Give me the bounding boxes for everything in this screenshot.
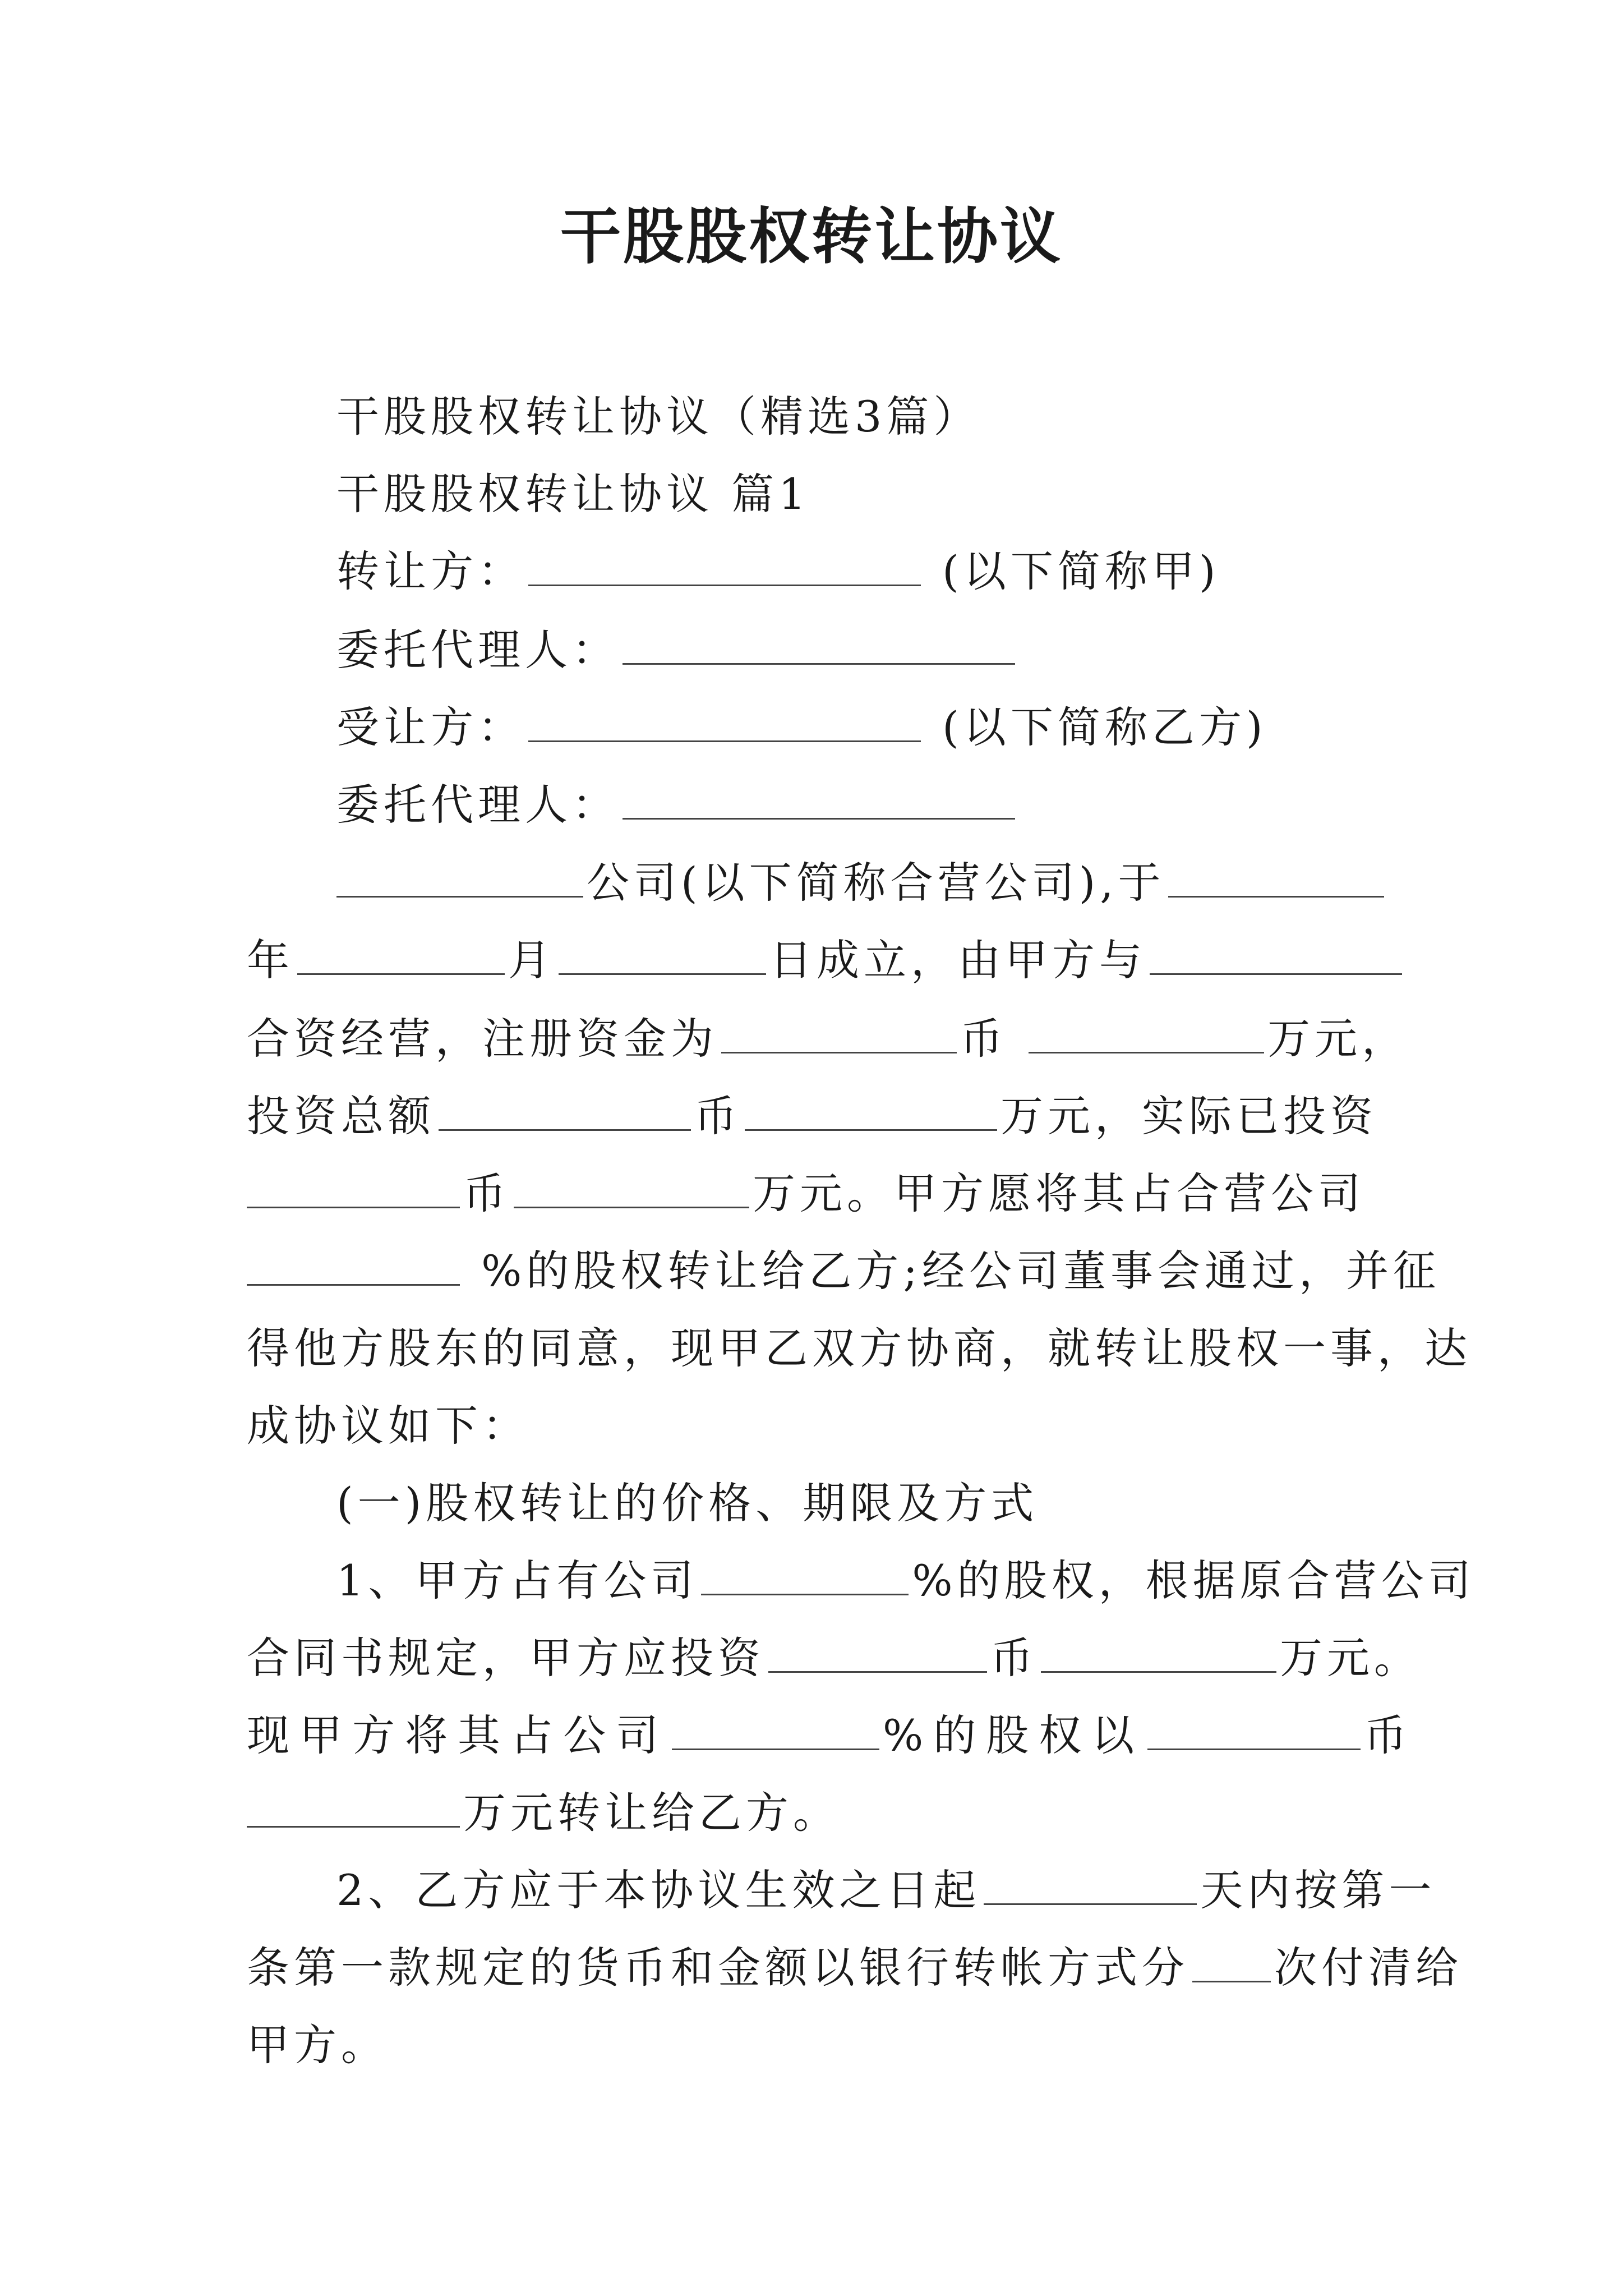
para1-text-4: 投资总额 (247, 1091, 435, 1141)
item2-line-2 (0, 1940, 1623, 1996)
item1-line-2 (0, 1630, 1623, 1686)
agent-line-2 (0, 777, 1623, 833)
para1-text-2: 日成立，由甲方与 (769, 935, 1146, 985)
para1-line-3 (0, 1011, 1623, 1067)
investment-currency-blank[interactable] (439, 1096, 691, 1131)
currency-label-4: 币 (990, 1633, 1038, 1683)
subtitle: 干股股权转让协议（精选3篇） (336, 392, 981, 441)
capital-amount-blank[interactable] (1029, 1018, 1264, 1053)
agent-line-1 (0, 622, 1623, 678)
transferor-label: 转让方： (336, 546, 525, 596)
item1-text-5: 现甲方将其占公司 (247, 1710, 668, 1760)
item1-line-4 (0, 1785, 1623, 1841)
investment-amount-blank[interactable] (745, 1096, 997, 1131)
item1-text-6: %的股权以 (883, 1710, 1145, 1760)
company-blank[interactable] (336, 862, 583, 898)
agent-blank-2[interactable] (623, 784, 1015, 820)
transferee-label: 受让方： (336, 702, 525, 752)
para1-line-4 (0, 1088, 1623, 1144)
item1-amount-blank[interactable] (1041, 1637, 1276, 1673)
para1-line-8: 成协议如下： (247, 1401, 529, 1451)
year-label: 年 (247, 935, 294, 985)
item2-text-1: 2、乙方应于本协议生效之日起 (336, 1865, 981, 1915)
item1-percent-blank[interactable] (701, 1560, 909, 1595)
para1-line-7: 得他方股东的同意，现甲乙双方协商，就转让股权一事，达 (247, 1323, 1472, 1373)
para1-text-1: 公司(以下简称合营公司),于 (587, 858, 1165, 908)
item1-text-7: 万元转让给乙方。 (463, 1788, 840, 1838)
item1-text-4: 万元。 (1280, 1633, 1421, 1683)
currency-label-3: 币 (463, 1168, 510, 1218)
item1-line-3 (0, 1708, 1623, 1764)
item2-line-1 (0, 1862, 1623, 1918)
currency-label-2: 币 (694, 1091, 741, 1141)
percent-blank-1[interactable] (247, 1250, 460, 1286)
agent-label-1: 委托代理人： (336, 625, 619, 675)
clause-heading: (一)股权转让的价格、期限及方式 (336, 1478, 1039, 1528)
currency-label-5: 币 (1364, 1710, 1417, 1760)
month-blank[interactable] (559, 940, 766, 975)
para1-text-7: %的股权转让给乙方;经公司董事会通过，并征 (481, 1246, 1440, 1296)
para1-line-1 (0, 855, 1623, 911)
item1-transfer-percent-blank[interactable] (672, 1715, 879, 1750)
item1-text-1: 1、甲方占有公司 (336, 1556, 698, 1605)
transferor-blank[interactable] (528, 551, 921, 586)
item1-text-2: %的股权，根据原合营公司 (912, 1556, 1476, 1605)
date-blank[interactable] (1168, 862, 1384, 898)
agent-blank-1[interactable] (623, 629, 1015, 665)
transferor-line (0, 544, 1623, 600)
month-label: 月 (508, 935, 555, 985)
para1-line-2 (0, 932, 1623, 988)
item1-transfer-amount-blank[interactable] (247, 1792, 460, 1828)
partner-blank[interactable] (1150, 940, 1402, 975)
transferee-suffix: (以下简称乙方) (942, 702, 1267, 752)
para1-text-6: 万元。甲方愿将其占合营公司 (753, 1168, 1365, 1218)
transferor-suffix: (以下简称甲) (942, 546, 1220, 596)
transferee-blank[interactable] (528, 707, 921, 742)
para1-text-5: 万元，实际已投资 (1000, 1091, 1377, 1141)
item2-text-4: 次付清给 (1274, 1943, 1463, 1993)
year-blank[interactable] (297, 940, 505, 975)
item1-line-1 (0, 1553, 1623, 1609)
item1-currency-blank[interactable] (768, 1637, 987, 1673)
invested-amount-blank[interactable] (514, 1173, 749, 1208)
currency-label-1: 币 (960, 1014, 1007, 1064)
unit-label-1: 万元， (1267, 1014, 1409, 1064)
para1-text-3: 合资经营，注册资金为 (247, 1014, 718, 1064)
transferee-line (0, 700, 1623, 756)
item2-text-3: 条第一款规定的货币和金额以银行转帐方式分 (247, 1943, 1189, 1993)
item2-times-blank[interactable] (1192, 1947, 1271, 1982)
item1-text-3: 合同书规定，甲方应投资 (247, 1633, 765, 1683)
para1-line-6 (0, 1243, 1623, 1299)
document-title: 干股股权转让协议 (560, 201, 1063, 272)
capital-currency-blank[interactable] (721, 1018, 957, 1053)
item2-line-3: 甲方。 (247, 2020, 388, 2070)
item2-text-2: 天内按第一 (1200, 1865, 1436, 1915)
section-heading: 干股股权转让协议 篇1 (336, 469, 810, 519)
invested-currency-blank[interactable] (247, 1173, 460, 1208)
agent-label-2: 委托代理人： (336, 780, 619, 830)
item1-transfer-currency-blank[interactable] (1147, 1715, 1361, 1750)
item2-days-blank[interactable] (984, 1870, 1197, 1905)
para1-line-5 (0, 1166, 1623, 1222)
